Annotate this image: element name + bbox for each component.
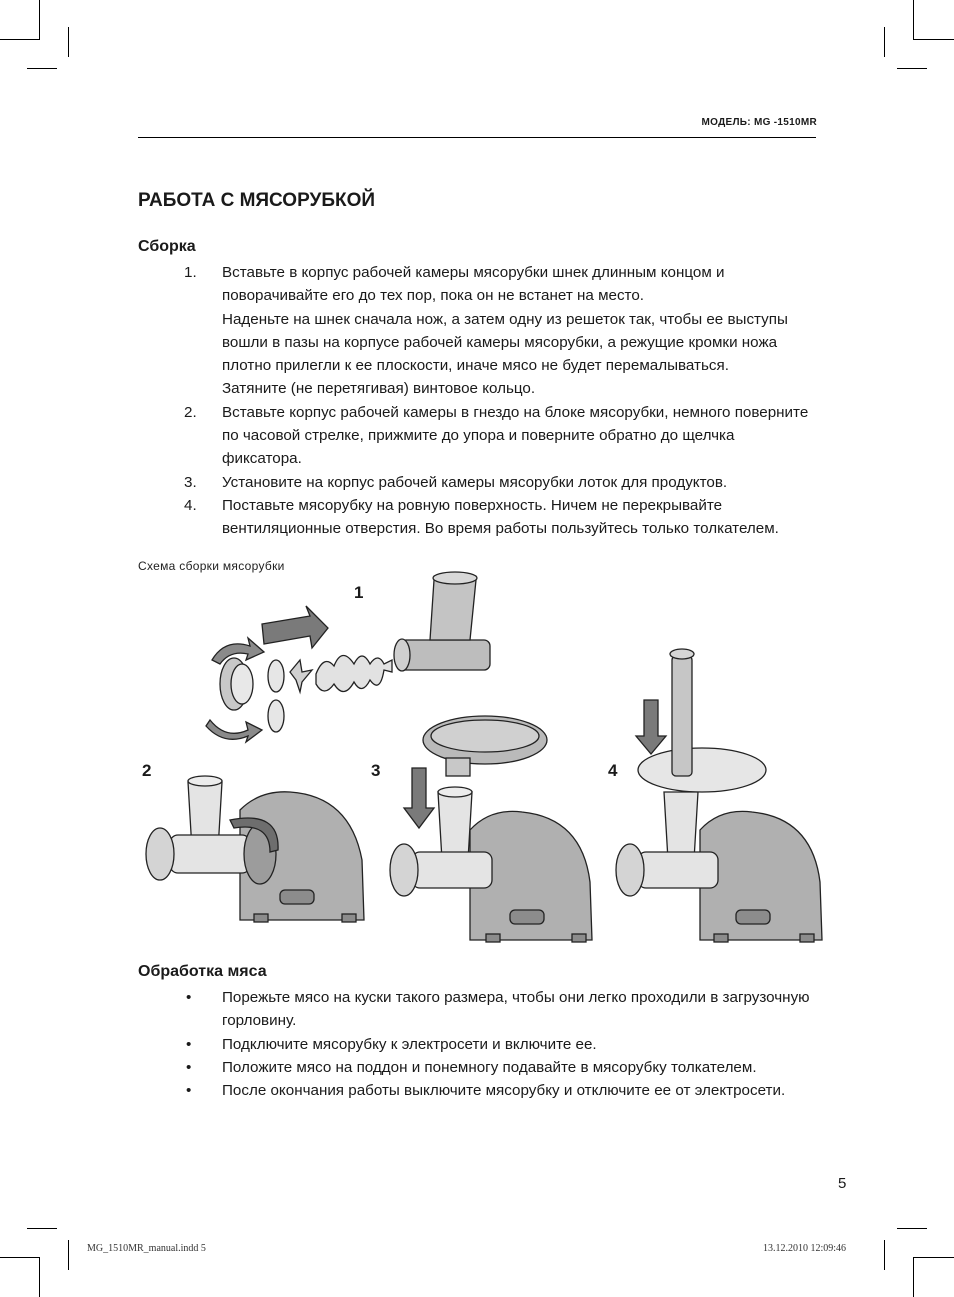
crop-mark [27, 68, 57, 69]
step-text: Вставьте в корпус рабочей камеры мясорубки шнек длинным концом и поворачивайте его до тех пор, пока он не встанет на место. [222, 264, 725, 305]
bullet: • [186, 989, 192, 1006]
bullet: • [186, 1035, 192, 1053]
item-text: Подключите мясорубку к электросети и включите ее. [222, 1035, 597, 1053]
processing-list [138, 986, 818, 1102]
step-4-illustration [616, 649, 822, 942]
direction-arrow-icon [262, 606, 328, 648]
chamber-housing [400, 640, 490, 670]
crop-mark [897, 1228, 927, 1229]
knife [290, 660, 312, 692]
grinder-tube [170, 835, 250, 873]
step-label-2: 2 [142, 761, 152, 780]
crop-mark [0, 39, 40, 40]
step-label-3: 3 [371, 761, 381, 780]
crop-mark [39, 0, 40, 40]
pusher [672, 656, 692, 776]
crop-mark [884, 1240, 885, 1270]
item-text: После окончания работы выключите мясорубку и отключите ее от электросети. [222, 1082, 786, 1100]
crop-mark [914, 39, 954, 40]
bullet: • [186, 1082, 192, 1100]
list-item [138, 401, 818, 471]
crop-mark [914, 1257, 954, 1258]
step-text: Вставьте корпус рабочей камеры в гнездо на блоке мясорубки, немного поверните по часовой стрелке, прижмите до упора и поверните обратно до щелчка фиксатора. [222, 403, 809, 468]
slug-timestamp: 13.12.2010 12:09:46 [763, 1243, 847, 1254]
auger [316, 655, 392, 691]
rotate-arrow-icon [206, 720, 262, 742]
header-rule [138, 137, 816, 138]
food-tray [638, 748, 766, 792]
item-text: Положите мясо на поддон и понемногу подавайте в мясорубку толкателем. [222, 1058, 757, 1076]
step-text: Наденьте на шнек сначала нож, а затем одну из решеток так, чтобы ее выступы вошли в пазы на корпусе рабочей камеры мясорубки, а режущие кромки ножа плотно прилегли к ее плоскости, иначе мясо не будет перемалываться. [222, 310, 788, 375]
processing-heading: Обработка мяса [138, 963, 267, 980]
crop-mark [27, 1228, 57, 1229]
step-number: 3. [184, 473, 197, 491]
step-text: Поставьте мясорубку на ровную поверхность. Ничем не перекрывайте вентиляционные отверстия. Во время работы пользуйтесь только толкателем. [222, 496, 779, 538]
assembly-heading: Сборка [138, 238, 196, 255]
page-number: 5 [838, 1175, 847, 1192]
grinder-tube [638, 852, 718, 888]
crop-mark [0, 1257, 40, 1258]
slug-filename: MG_1510MR_manual.indd 5 [87, 1243, 206, 1254]
bullet: • [186, 1058, 192, 1076]
feed-tube [438, 792, 472, 860]
list-item [138, 986, 818, 1033]
down-arrow-icon [636, 700, 666, 754]
crop-mark [897, 68, 927, 69]
grate-plate [268, 660, 284, 692]
step-number: 4. [184, 496, 197, 514]
list-item [138, 1056, 818, 1079]
crop-mark [68, 1240, 69, 1270]
assembly-diagram [130, 560, 830, 950]
header-model: МОДЕЛЬ: MG -1510MR [701, 117, 817, 128]
crop-mark [913, 1257, 914, 1297]
item-text: Порежьте мясо на куски такого размера, чтобы они легко проходили в загрузочную горловину. [222, 989, 810, 1030]
grate-plate [268, 700, 284, 732]
diagram-caption: Схема сборки мясорубки [138, 559, 285, 573]
step-3-illustration [390, 716, 592, 942]
down-arrow-icon [404, 768, 434, 828]
list-item [138, 494, 818, 541]
crop-mark [884, 27, 885, 57]
list-item [138, 1079, 818, 1102]
step-label-4: 4 [608, 761, 618, 780]
step-label-1: 1 [354, 583, 364, 602]
step-text: Затяните (не перетягивая) винтовое кольцо. [222, 380, 536, 398]
assembly-steps [138, 261, 818, 541]
step-number: 1. [184, 264, 197, 281]
list-item [138, 471, 818, 494]
crop-mark [39, 1257, 40, 1297]
section-title: РАБОТА С МЯСОРУБКОЙ [138, 190, 376, 211]
feed-tube [664, 792, 698, 860]
step-2-illustration [146, 776, 364, 922]
crop-mark [913, 0, 914, 40]
step-number: 2. [184, 403, 197, 421]
step-text: Установите на корпус рабочей камеры мясорубки лоток для продуктов. [222, 473, 728, 491]
grinder-tube [412, 852, 492, 888]
step-1-illustration [206, 572, 490, 742]
list-item [138, 1033, 818, 1056]
crop-mark [68, 27, 69, 57]
list-item [138, 261, 818, 401]
